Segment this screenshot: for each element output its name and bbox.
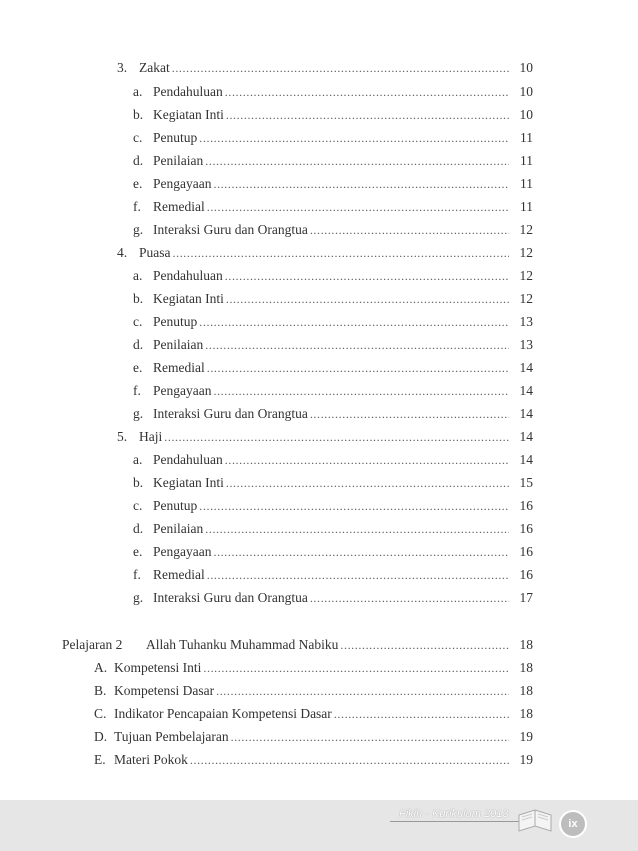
toc-number: 5.	[117, 429, 128, 444]
toc-label: Penilaian	[153, 521, 204, 536]
toc-entry	[117, 241, 533, 261]
toc-number: C.	[94, 706, 107, 721]
toc-number: g.	[133, 590, 144, 605]
toc-page: 18	[519, 660, 533, 675]
toc-label: Penilaian	[153, 153, 204, 168]
toc-entry	[133, 310, 533, 330]
toc-lesson-title: Allah Tuhanku Muhammad Nabiku	[146, 637, 339, 652]
toc-number: g.	[133, 222, 144, 237]
toc-page: 14	[519, 360, 533, 375]
toc-page: 18	[519, 706, 533, 721]
dot-leader	[203, 661, 509, 673]
toc-entry	[133, 356, 533, 376]
toc-label: Kegiatan Inti	[153, 475, 224, 490]
toc-entry	[133, 471, 533, 491]
toc-page: 15	[519, 475, 533, 490]
toc-lesson-number: Pelajaran 2	[62, 637, 123, 652]
toc-number: e.	[133, 176, 143, 191]
toc-number: b.	[133, 475, 144, 490]
toc-page: 19	[519, 729, 533, 744]
toc-label: Kegiatan Inti	[153, 107, 224, 122]
toc-entry	[94, 725, 533, 745]
toc-entry	[133, 379, 533, 399]
toc-number: A.	[94, 660, 108, 675]
toc-number: d.	[133, 153, 144, 168]
dot-leader	[340, 638, 509, 650]
toc-number: c.	[133, 498, 143, 513]
toc-number: g.	[133, 406, 144, 421]
toc-number: d.	[133, 337, 144, 352]
toc-entry	[133, 402, 533, 422]
toc-page: 14	[519, 406, 533, 421]
dot-leader	[216, 684, 509, 696]
toc-label: Interaksi Guru dan Orangtua	[153, 406, 308, 421]
toc-number: D.	[94, 729, 108, 744]
toc-number: B.	[94, 683, 107, 698]
toc-number: f.	[133, 199, 141, 214]
toc-label: Pendahuluan	[153, 452, 223, 467]
toc-page: 13	[519, 337, 533, 352]
dot-leader	[199, 315, 509, 327]
toc-number: b.	[133, 107, 144, 122]
dot-leader	[231, 730, 509, 742]
dot-leader	[310, 591, 509, 603]
toc-page: 18	[519, 683, 533, 698]
toc-page: 18	[519, 637, 533, 652]
toc-label: Penutup	[153, 314, 198, 329]
toc-entry	[133, 195, 533, 215]
toc-entry	[133, 172, 533, 192]
toc-number: f.	[133, 383, 141, 398]
toc-label: Pengayaan	[153, 383, 212, 398]
toc-number: e.	[133, 360, 143, 375]
toc-number: 3.	[117, 60, 128, 75]
toc-page: 10	[519, 107, 533, 122]
toc-page: 14	[519, 452, 533, 467]
toc-entry	[133, 287, 533, 307]
toc-lesson-entry	[62, 633, 533, 653]
book-icon	[516, 806, 554, 834]
dot-leader	[199, 131, 509, 143]
toc-page: 19	[519, 752, 533, 767]
dot-leader	[213, 177, 509, 189]
toc-page: 10	[519, 84, 533, 99]
toc-number: c.	[133, 314, 143, 329]
toc-entry	[94, 656, 533, 676]
dot-leader	[172, 61, 509, 73]
toc-number: a.	[133, 268, 143, 283]
dot-leader	[334, 707, 509, 719]
toc-entry	[94, 748, 533, 768]
toc-number: a.	[133, 452, 143, 467]
dot-leader	[225, 453, 509, 465]
toc-label: Penutup	[153, 130, 198, 145]
dot-leader	[213, 545, 509, 557]
toc-label: Zakat	[139, 60, 170, 75]
toc-page: 10	[519, 60, 533, 75]
toc-entry	[133, 149, 533, 169]
toc-label: Remedial	[153, 199, 205, 214]
toc-number: f.	[133, 567, 141, 582]
toc-page: 14	[519, 383, 533, 398]
toc-entry	[133, 80, 533, 100]
dot-leader	[173, 246, 510, 258]
page-number: ix	[568, 818, 578, 830]
toc-page: 12	[519, 222, 533, 237]
toc-entry	[117, 56, 533, 76]
toc-page: 12	[519, 268, 533, 283]
toc-page: 14	[519, 429, 533, 444]
toc-label: Materi Pokok	[114, 752, 188, 767]
toc-label: Haji	[139, 429, 163, 444]
footer-rule	[390, 821, 522, 822]
dot-leader	[205, 522, 509, 534]
toc-number: a.	[133, 84, 143, 99]
toc-entry	[133, 586, 533, 606]
toc-page: 16	[519, 544, 533, 559]
dot-leader	[226, 108, 509, 120]
toc-page: 11	[520, 153, 533, 168]
toc-entry	[94, 679, 533, 699]
toc-entry	[133, 517, 533, 537]
page-footer	[0, 800, 638, 851]
dot-leader	[225, 269, 509, 281]
toc-entry	[133, 448, 533, 468]
dot-leader	[207, 568, 509, 580]
toc-entry	[133, 218, 533, 238]
dot-leader	[226, 292, 509, 304]
toc-number: e.	[133, 544, 143, 559]
toc-number: c.	[133, 130, 143, 145]
dot-leader	[207, 200, 509, 212]
toc-entry	[133, 563, 533, 583]
dot-leader	[199, 499, 509, 511]
toc-page: 12	[519, 245, 533, 260]
toc-entry	[133, 126, 533, 146]
toc-label: Penutup	[153, 498, 198, 513]
dot-leader	[226, 476, 509, 488]
toc-page: 11	[520, 199, 533, 214]
toc-label: Kompetensi Dasar	[114, 683, 215, 698]
toc-label: Puasa	[139, 245, 171, 260]
toc-entry	[133, 494, 533, 514]
dot-leader	[310, 407, 509, 419]
toc-entry	[133, 540, 533, 560]
toc-label: Pengayaan	[153, 544, 212, 559]
toc-page: 11	[520, 130, 533, 145]
toc-label: Remedial	[153, 360, 205, 375]
toc-label: Interaksi Guru dan Orangtua	[153, 222, 308, 237]
toc-number: d.	[133, 521, 144, 536]
dot-leader	[225, 85, 509, 97]
toc-number: E.	[94, 752, 106, 767]
toc-entry	[133, 103, 533, 123]
toc-entry	[133, 264, 533, 284]
toc-page: 17	[519, 590, 533, 605]
toc-label: Kegiatan Inti	[153, 291, 224, 306]
toc-label: Indikator Pencapaian Kompetensi Dasar	[114, 706, 332, 721]
toc-label: Pengayaan	[153, 176, 212, 191]
toc-label: Remedial	[153, 567, 205, 582]
toc-page: 16	[519, 521, 533, 536]
dot-leader	[164, 430, 509, 442]
toc-entry	[117, 425, 533, 445]
toc-entry	[94, 702, 533, 722]
toc-label: Pendahuluan	[153, 268, 223, 283]
toc-label: Penilaian	[153, 337, 204, 352]
toc-number: 4.	[117, 245, 128, 260]
page-number-badge	[559, 810, 587, 838]
toc-number: b.	[133, 291, 144, 306]
toc-page: 12	[519, 291, 533, 306]
toc-label: Kompetensi Inti	[114, 660, 202, 675]
dot-leader	[205, 154, 509, 166]
toc-entry	[133, 333, 533, 353]
toc-label: Interaksi Guru dan Orangtua	[153, 590, 308, 605]
dot-leader	[190, 753, 509, 765]
toc-page: 13	[519, 314, 533, 329]
toc-page: 16	[519, 567, 533, 582]
dot-leader	[207, 361, 509, 373]
dot-leader	[310, 223, 509, 235]
toc-label: Tujuan Pembelajaran	[114, 729, 229, 744]
dot-leader	[213, 384, 509, 396]
toc-page: 11	[520, 176, 533, 191]
dot-leader	[205, 338, 509, 350]
book-title: Fikih - Kurikulum 2013	[399, 808, 509, 820]
toc-label: Pendahuluan	[153, 84, 223, 99]
toc-page: 16	[519, 498, 533, 513]
